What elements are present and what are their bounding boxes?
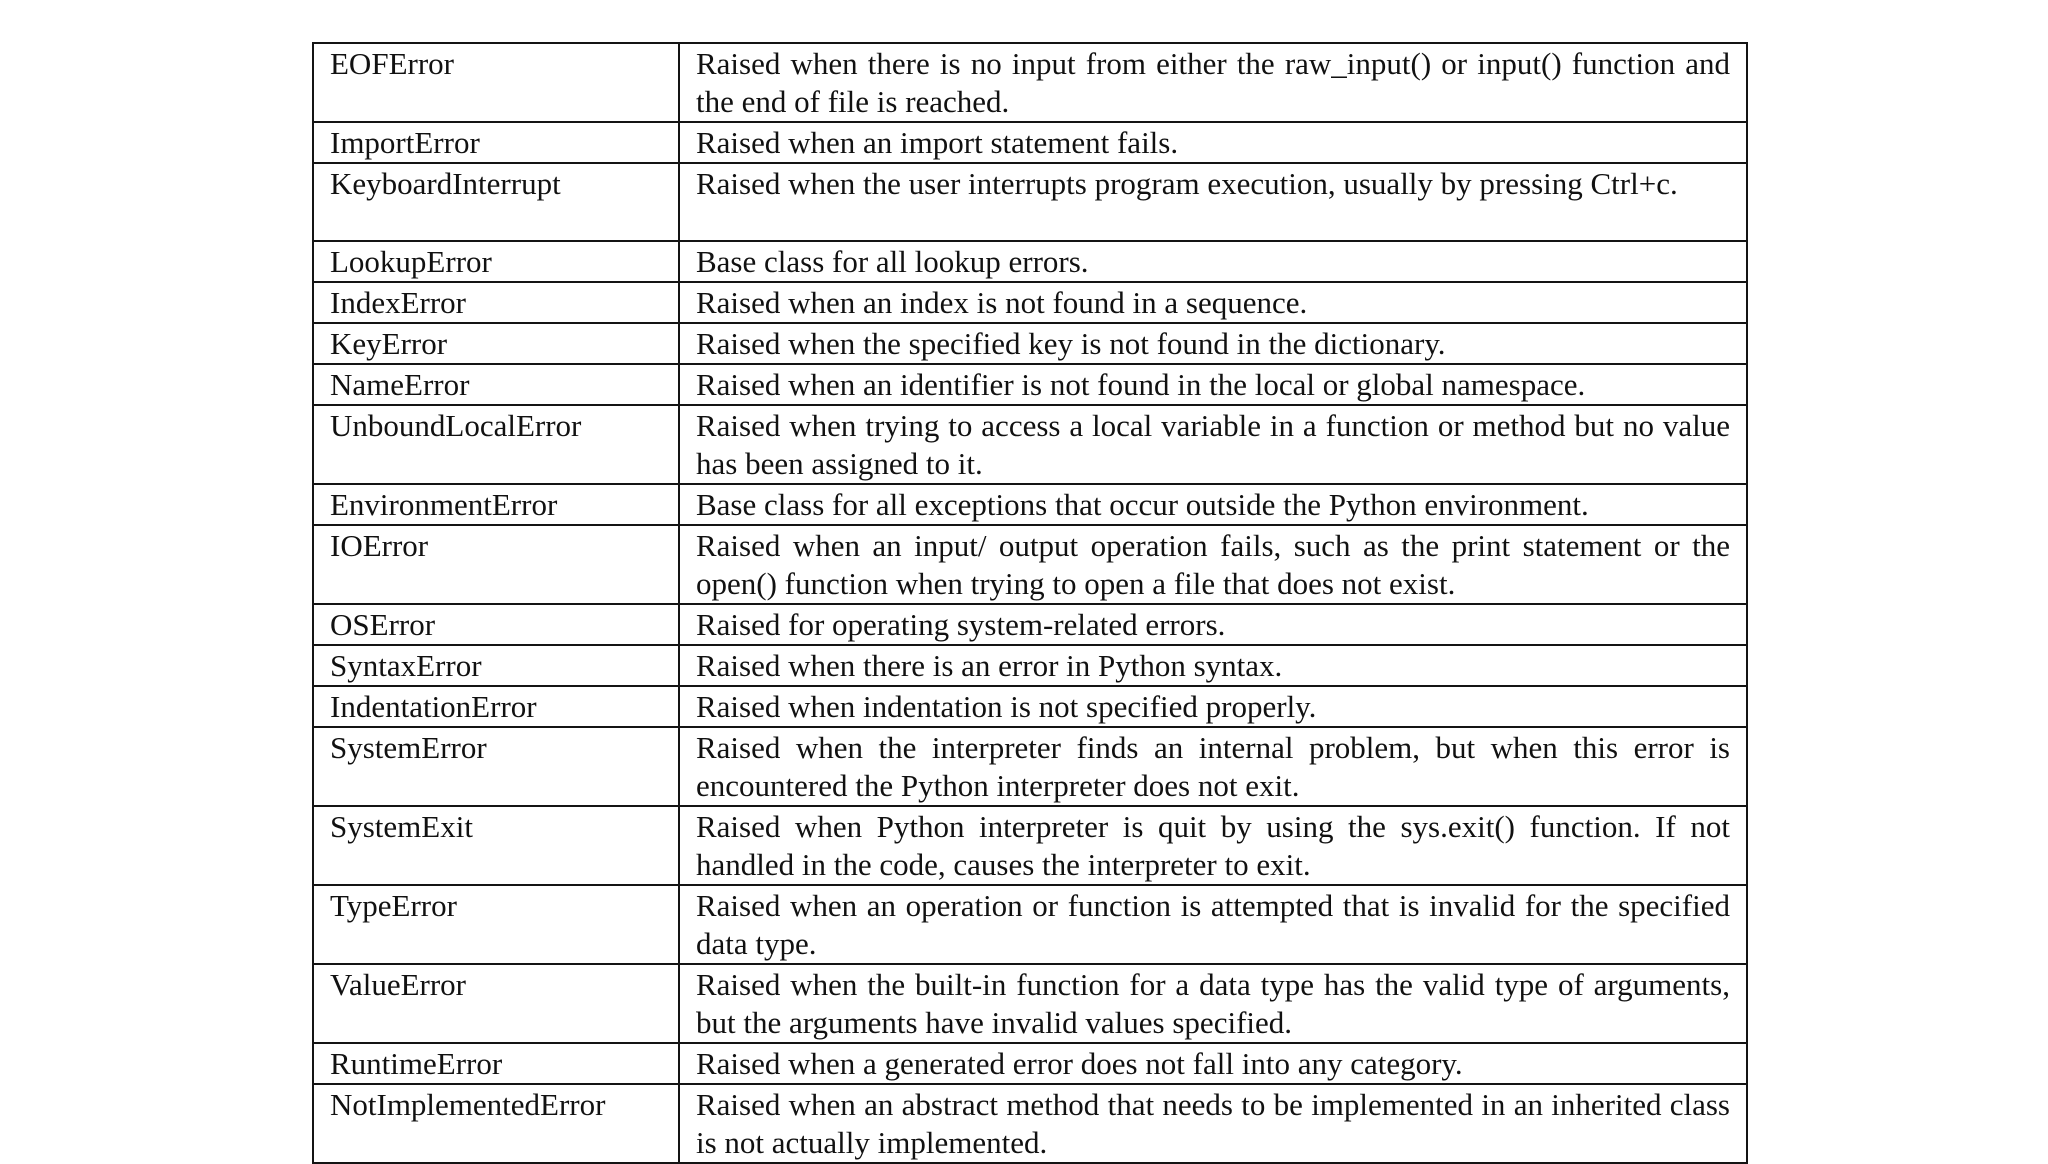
exceptions-table: [312, 42, 1748, 1164]
exception-name-cell: RuntimeError: [313, 1043, 679, 1084]
table-row: [313, 604, 1747, 645]
exception-name-cell: KeyboardInterrupt: [313, 163, 679, 241]
exception-name-cell: IndexError: [313, 282, 679, 323]
exception-description-cell: Base class for all exceptions that occur outside the Python environment.: [679, 484, 1747, 525]
table-row: [313, 282, 1747, 323]
table-row: [313, 885, 1747, 964]
exception-description-cell: Raised when there is an error in Python syntax.: [679, 645, 1747, 686]
table-row: [313, 364, 1747, 405]
table-row: [313, 1084, 1747, 1163]
exception-description-cell: Raised when the user interrupts program execution, usually by pressing Ctrl+c.: [679, 163, 1747, 241]
exception-name-cell: IOError: [313, 525, 679, 604]
exception-description-cell: Raised when an import statement fails.: [679, 122, 1747, 163]
table-row: [313, 241, 1747, 282]
exception-description-cell: Raised when the built-in function for a data type has the valid type of arguments, but the arguments have invalid values specified.: [679, 964, 1747, 1043]
exception-name-cell: EnvironmentError: [313, 484, 679, 525]
table-row: [313, 323, 1747, 364]
exception-name-cell: NameError: [313, 364, 679, 405]
exception-description-cell: Raised when there is no input from either the raw_input() or input() function and the end of file is reached.: [679, 43, 1747, 122]
exception-name-cell: SystemError: [313, 727, 679, 806]
exception-description-cell: Raised when an abstract method that needs to be implemented in an inherited class is not actually implemented.: [679, 1084, 1747, 1163]
exception-description-cell: Raised when an input/ output operation fails, such as the print statement or the open() function when trying to open a file that does not exist.: [679, 525, 1747, 604]
exception-name-cell: SystemExit: [313, 806, 679, 885]
table-row: [313, 645, 1747, 686]
exception-name-cell: TypeError: [313, 885, 679, 964]
exception-name-cell: IndentationError: [313, 686, 679, 727]
table-row: [313, 122, 1747, 163]
table-row: [313, 163, 1747, 241]
exception-description-cell: Raised when the specified key is not found in the dictionary.: [679, 323, 1747, 364]
table-row: [313, 964, 1747, 1043]
table-row: [313, 806, 1747, 885]
exception-name-cell: ValueError: [313, 964, 679, 1043]
table-row: [313, 727, 1747, 806]
exception-name-cell: LookupError: [313, 241, 679, 282]
exception-description-cell: Raised when Python interpreter is quit by using the sys.exit() function. If not handled in the code, causes the interpreter to exit.: [679, 806, 1747, 885]
exception-description-cell: Raised when the interpreter finds an internal problem, but when this error is encountered the Python interpreter does not exit.: [679, 727, 1747, 806]
exception-description-cell: Raised when an index is not found in a sequence.: [679, 282, 1747, 323]
exception-description-cell: Raised when an identifier is not found in the local or global namespace.: [679, 364, 1747, 405]
table-row: [313, 405, 1747, 484]
exception-name-cell: KeyError: [313, 323, 679, 364]
exception-description-cell: Raised when indentation is not specified properly.: [679, 686, 1747, 727]
exception-description-cell: Raised when trying to access a local variable in a function or method but no value has been assigned to it.: [679, 405, 1747, 484]
exception-name-cell: NotImplementedError: [313, 1084, 679, 1163]
exception-description-cell: Base class for all lookup errors.: [679, 241, 1747, 282]
table-row: [313, 43, 1747, 122]
exception-description-cell: Raised for operating system-related errors.: [679, 604, 1747, 645]
exception-description-cell: Raised when a generated error does not fall into any category.: [679, 1043, 1747, 1084]
table-row: [313, 525, 1747, 604]
table-row: [313, 686, 1747, 727]
exception-name-cell: OSError: [313, 604, 679, 645]
table-row: [313, 1043, 1747, 1084]
exception-name-cell: UnboundLocalError: [313, 405, 679, 484]
exception-name-cell: EOFError: [313, 43, 679, 122]
exceptions-table-body: [313, 43, 1747, 1163]
exception-description-cell: Raised when an operation or function is attempted that is invalid for the specified data type.: [679, 885, 1747, 964]
table-row: [313, 484, 1747, 525]
exception-name-cell: SyntaxError: [313, 645, 679, 686]
exception-name-cell: ImportError: [313, 122, 679, 163]
